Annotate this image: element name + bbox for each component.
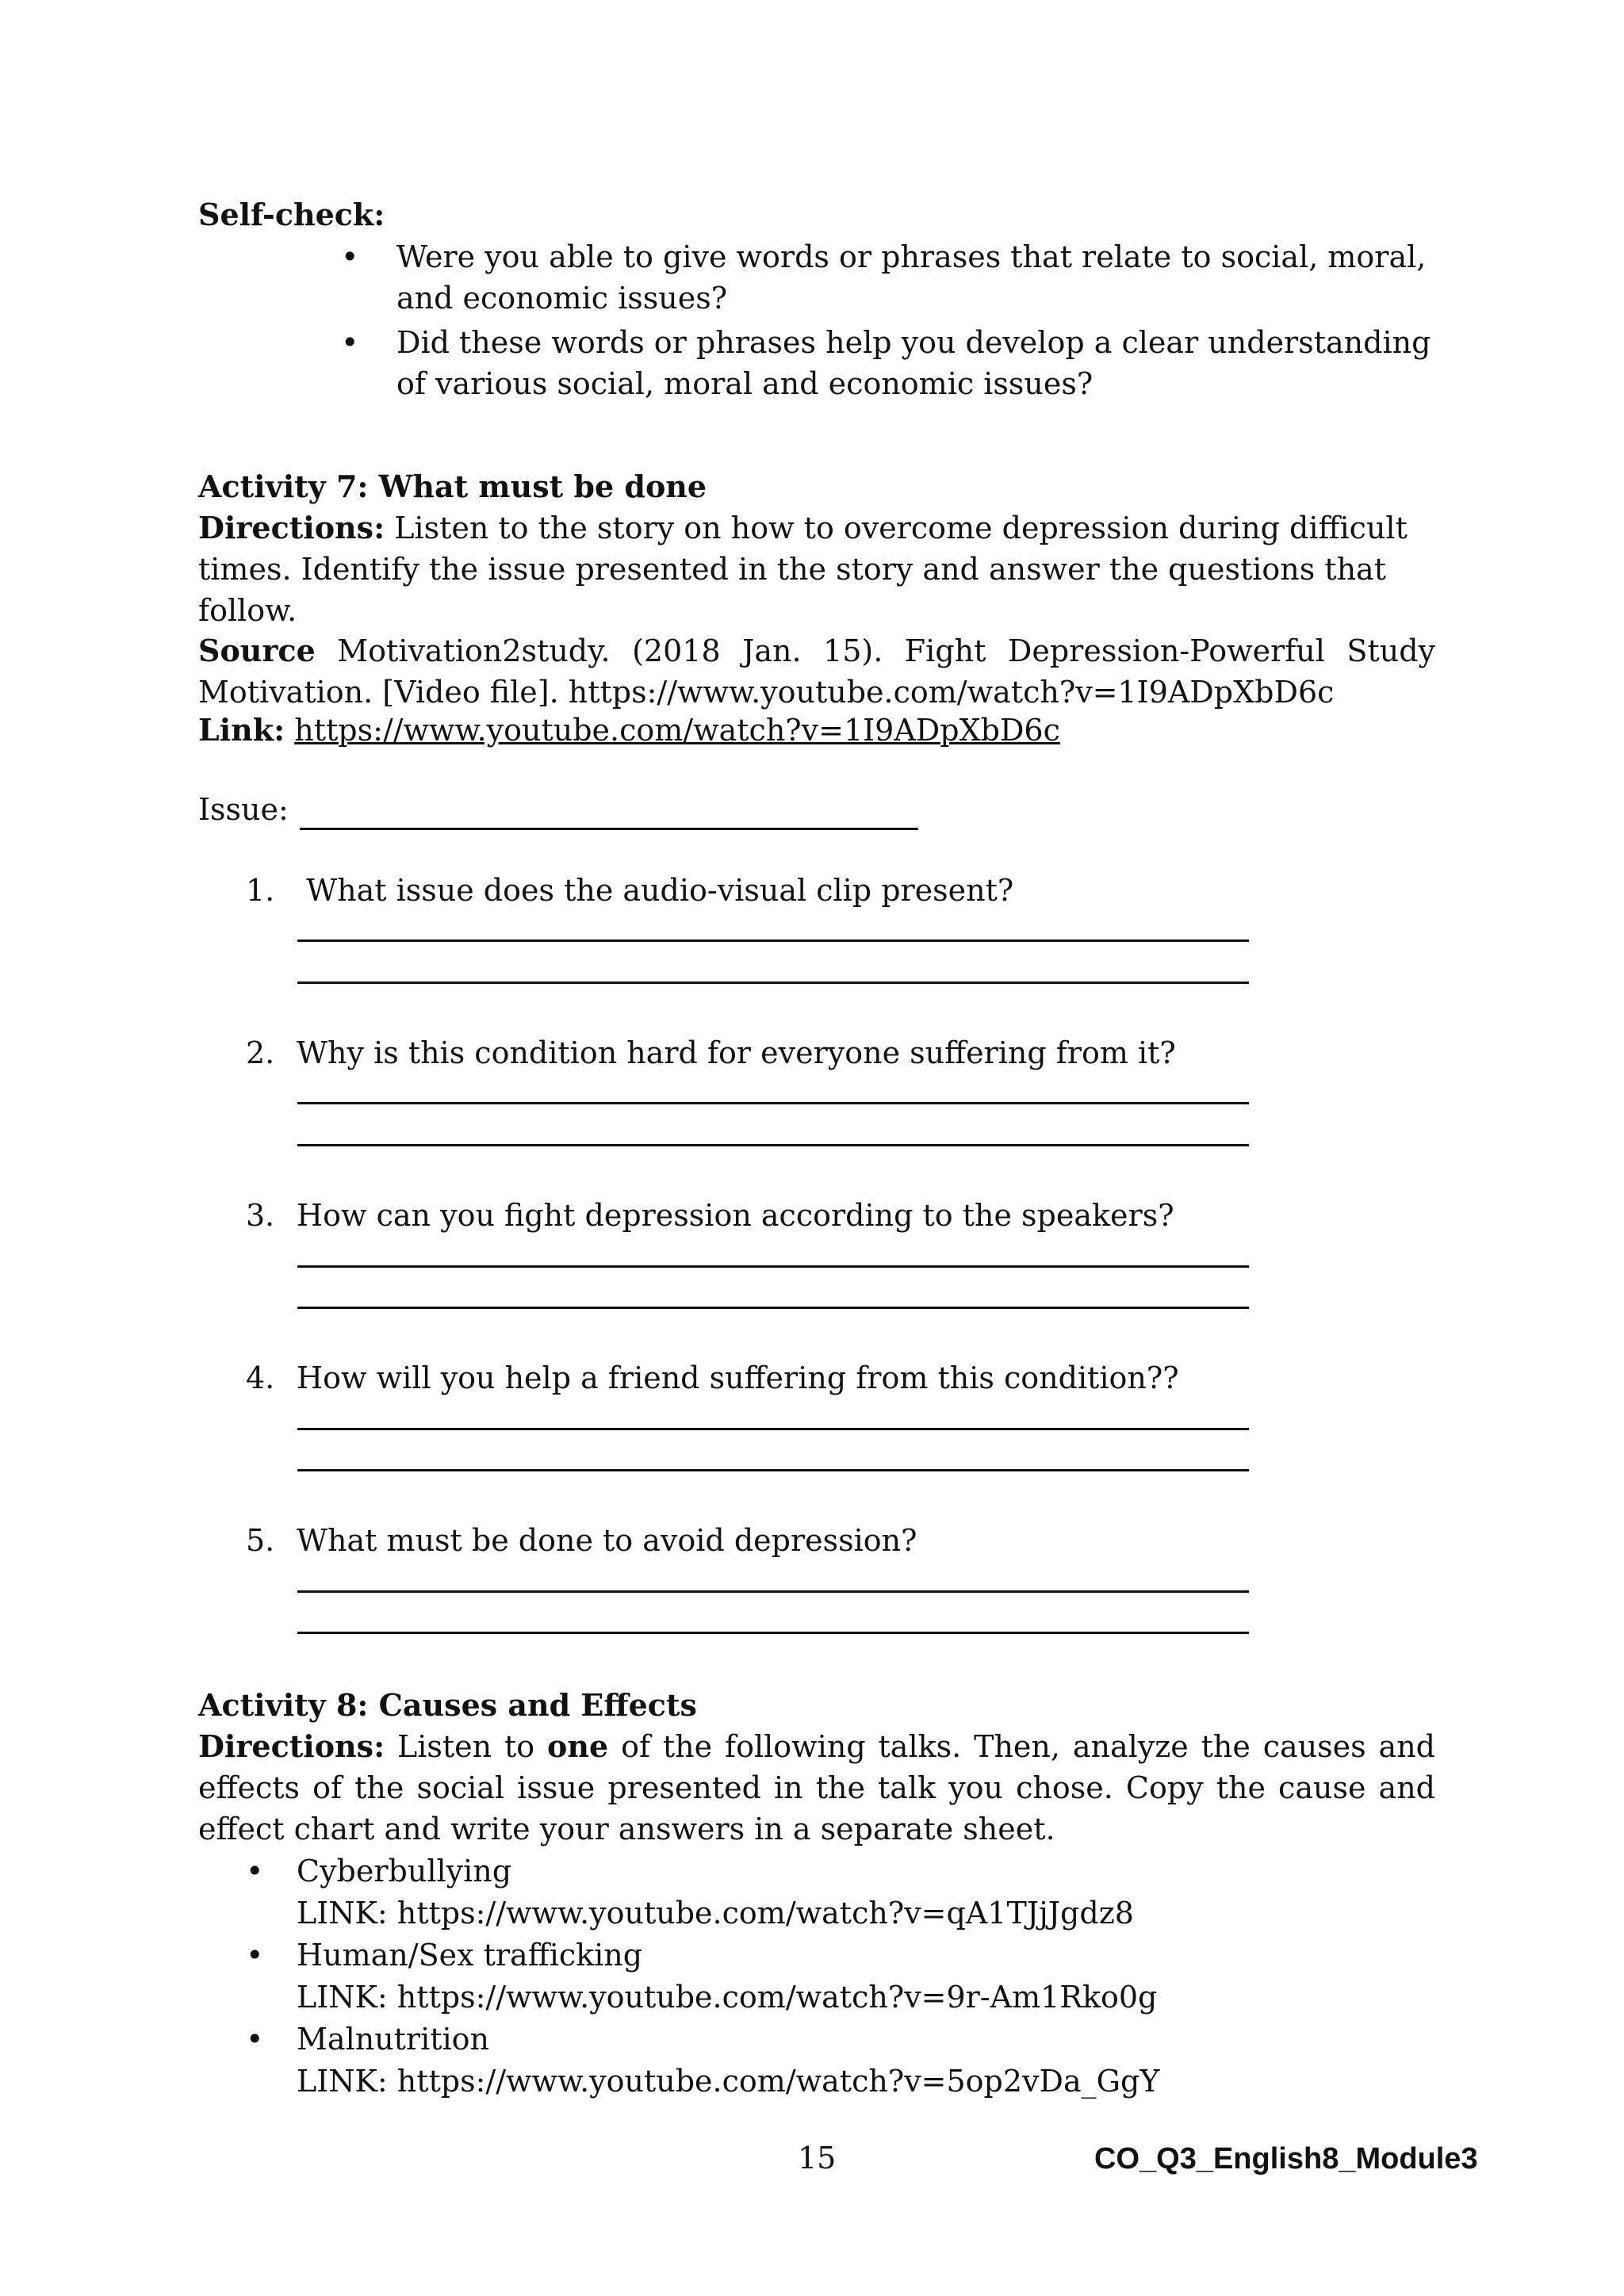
answer-line[interactable]: [297, 1307, 1249, 1309]
self-check-list: [341, 236, 1435, 404]
list-item: [341, 236, 1435, 319]
question-number: 5.: [246, 1523, 275, 1558]
activity8-directions: [198, 1726, 1435, 1850]
answer-line[interactable]: [297, 1428, 1249, 1430]
question-item: [246, 870, 1277, 911]
question-text: What issue does the audio-visual clip present?: [297, 873, 1014, 908]
activity7-title: Activity 7: What must be done: [198, 469, 707, 504]
talk-link[interactable]: LINK: https://www.youtube.com/watch?v=9r-Am1Rko0g: [297, 1980, 1158, 2015]
source-label: Source: [198, 633, 316, 668]
question-number: 3.: [246, 1198, 275, 1233]
activity7-source: [198, 630, 1435, 713]
answer-line[interactable]: [297, 982, 1249, 984]
talks-list: [246, 1850, 1435, 2103]
answer-line[interactable]: [297, 1590, 1249, 1593]
directions-text: Listen to the story on how to overcome depression during difficult times. Identify the issue presented in the story and answer the questions that follow.: [198, 511, 1408, 628]
bullet-icon: •: [246, 1854, 264, 1888]
question-item: [246, 1195, 1277, 1236]
talk-link[interactable]: LINK: https://www.youtube.com/watch?v=5op2vDa_GgY: [297, 2064, 1160, 2099]
talk-topic: Human/Sex trafficking: [297, 1938, 643, 1973]
talk-link[interactable]: LINK: https://www.youtube.com/watch?v=qA1TJjJgdz8: [297, 1896, 1134, 1931]
answer-line[interactable]: [297, 1632, 1249, 1634]
list-item: [246, 1850, 1435, 1934]
bullet-icon: •: [246, 1938, 264, 1973]
answer-line[interactable]: [297, 1469, 1249, 1471]
bullet-icon: •: [341, 325, 359, 360]
activity8-title: Activity 8: Causes and Effects: [198, 1687, 697, 1723]
directions-text-post: of the following talks. Then, analyze the causes and effects of the social issue presented in the talk you chose. Copy the cause and effect chart and write your answers in a separate sheet.: [198, 1729, 1435, 1846]
bullet-icon: •: [246, 2022, 264, 2057]
issue-answer-line[interactable]: [300, 796, 918, 830]
directions-emphasis: one: [547, 1728, 609, 1764]
answer-line[interactable]: [297, 1144, 1249, 1146]
self-check-heading: Self-check:: [198, 197, 385, 232]
bullet-icon: •: [341, 239, 359, 274]
question-item: [246, 1520, 1277, 1561]
list-item: [246, 1934, 1435, 2019]
module-code: CO_Q3_English8_Module3: [1094, 2142, 1478, 2175]
source-text: Motivation2study. (2018 Jan. 15). Fight Depression-Powerful Study Motivation. [Video file]. https://www.youtube.com/watch?v=1I9ADpXbD6c: [198, 633, 1435, 710]
directions-label: Directions:: [198, 510, 385, 545]
talk-topic: Cyberbullying: [297, 1854, 512, 1888]
question-text: How will you help a friend suffering from this condition??: [297, 1360, 1179, 1395]
issue-row: [198, 789, 1435, 830]
question-number: 1.: [246, 873, 275, 908]
self-check-item-text: Were you able to give words or phrases that relate to social, moral, and economic issues?: [396, 239, 1427, 316]
question-text: How can you fight depression according to the speakers?: [297, 1198, 1174, 1233]
activity7-link-row: [198, 710, 1435, 751]
question-number: 4.: [246, 1360, 275, 1395]
question-item: [246, 1357, 1277, 1399]
answer-line[interactable]: [297, 1102, 1249, 1104]
self-check-item-text: Did these words or phrases help you develop a clear understanding of various social, moral and economic issues?: [396, 325, 1431, 401]
link-label: Link:: [198, 712, 285, 748]
directions-text-pre: Listen to: [385, 1729, 548, 1764]
answer-line[interactable]: [297, 939, 1249, 942]
question-item: [246, 1032, 1277, 1073]
answer-line[interactable]: [297, 1265, 1249, 1268]
activity7-directions: [198, 507, 1435, 631]
directions-label: Directions:: [198, 1728, 385, 1764]
question-text: What must be done to avoid depression?: [297, 1523, 917, 1558]
video-link[interactable]: https://www.youtube.com/watch?v=1I9ADpXbD6c: [294, 713, 1060, 748]
list-item: [246, 2019, 1435, 2103]
question-text: Why is this condition hard for everyone suffering from it?: [297, 1035, 1176, 1070]
issue-label: Issue:: [198, 792, 289, 827]
list-item: [341, 322, 1435, 404]
question-number: 2.: [246, 1035, 275, 1070]
talk-topic: Malnutrition: [297, 2022, 490, 2057]
page-number: 15: [798, 2141, 837, 2175]
